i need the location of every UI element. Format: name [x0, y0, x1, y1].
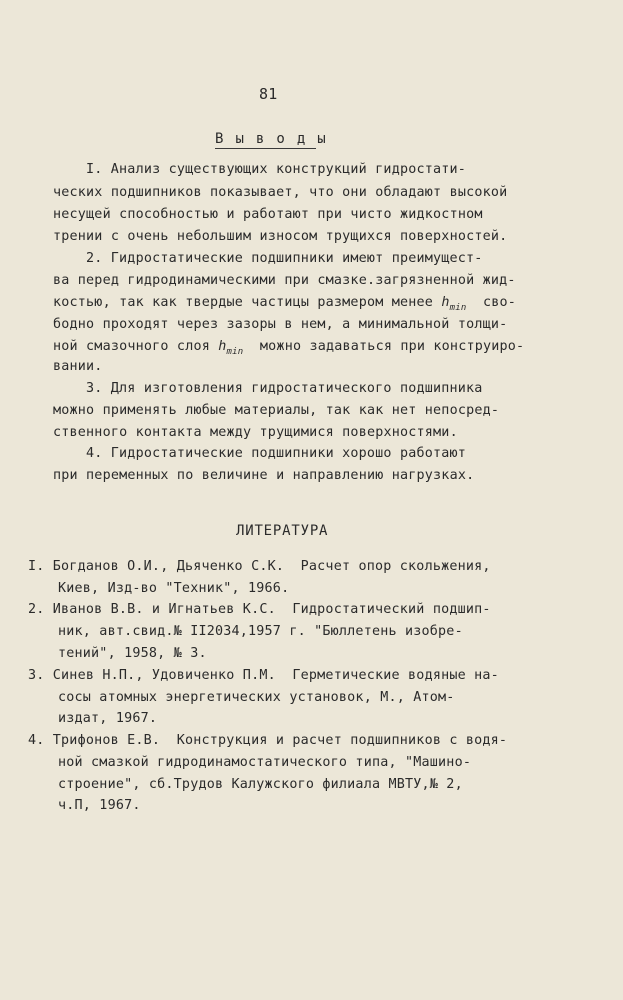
conclusion-line: 3. Для изготовления гидростатического подшипника — [86, 381, 483, 396]
conclusion-line: 2. Гидростатические подшипники имеют преимущест- — [86, 251, 483, 266]
h-min-symbol: $h_{min}$ — [218, 339, 244, 357]
reference-line: тений", 1958, № 3. — [58, 646, 207, 661]
reference-line: сосы атомных энергетических установок, М., Атом- — [58, 690, 455, 705]
conclusion-text: ной смазочного слоя — [53, 339, 210, 354]
page-number: 81 — [259, 85, 278, 103]
conclusion-line: можно применять любые материалы, так как нет непосред- — [53, 403, 500, 418]
conclusion-line-with-symbol — [53, 295, 516, 312]
heading-underline — [215, 148, 316, 149]
conclusion-line: I. Анализ существующих конструкций гидростати- — [86, 162, 467, 177]
conclusion-line-with-symbol — [53, 339, 524, 356]
conclusion-line: ческих подшипников показывает, что они обладают высокой — [53, 185, 508, 200]
reference-line: 4. Трифонов Е.В. Конструкция и расчет подшипников с водя- — [28, 733, 508, 748]
conclusions-heading: В ы в о д ы — [215, 131, 328, 147]
reference-line: строение", сб.Трудов Калужского филиала МВТУ,№ 2, — [58, 777, 463, 792]
conclusion-line: несущей способностью и работают при чисто жидкостном — [53, 207, 483, 222]
h-min-symbol: $h_{min}$ — [441, 295, 467, 313]
conclusion-line: ва перед гидродинамическими при смазке.загрязненной жид- — [53, 273, 516, 288]
conclusion-line: ственного контакта между трущимися поверхностями. — [53, 425, 458, 440]
conclusion-line: вании. — [53, 359, 103, 374]
reference-line: Киев, Изд-во "Техник", 1966. — [58, 581, 290, 596]
conclusion-text: костью, так как твердые частицы размером менее — [53, 295, 434, 310]
conclusion-line: 4. Гидростатические подшипники хорошо работают — [86, 446, 467, 461]
reference-line: ной смазкой гидродинамостатического типа, "Машино- — [58, 755, 472, 770]
reference-line: I. Богданов О.И., Дьяченко С.К. Расчет опор скольжения, — [28, 559, 491, 574]
conclusion-line: при переменных по величине и направлению нагрузках. — [53, 468, 475, 483]
reference-line: ник, авт.свид.№ II2034,1957 г. "Бюллетень изобре- — [58, 624, 463, 639]
conclusion-text: можно задаваться при конструиро- — [259, 339, 525, 354]
conclusion-line: бодно проходят через зазоры в нем, а минимальной толщи- — [53, 317, 508, 332]
reference-line: ч.П, 1967. — [58, 798, 141, 813]
conclusion-line: трении с очень небольшим износом трущихся поверхностей. — [53, 229, 508, 244]
reference-line: 3. Синев Н.П., Удовиченко П.М. Герметические водяные на- — [28, 668, 499, 683]
literature-heading: ЛИТЕРАТУРА — [236, 523, 329, 539]
conclusion-text: сво- — [482, 295, 517, 310]
reference-line: издат, 1967. — [58, 711, 158, 726]
reference-line: 2. Иванов В.В. и Игнатьев К.С. Гидростатический подшип- — [28, 602, 491, 617]
